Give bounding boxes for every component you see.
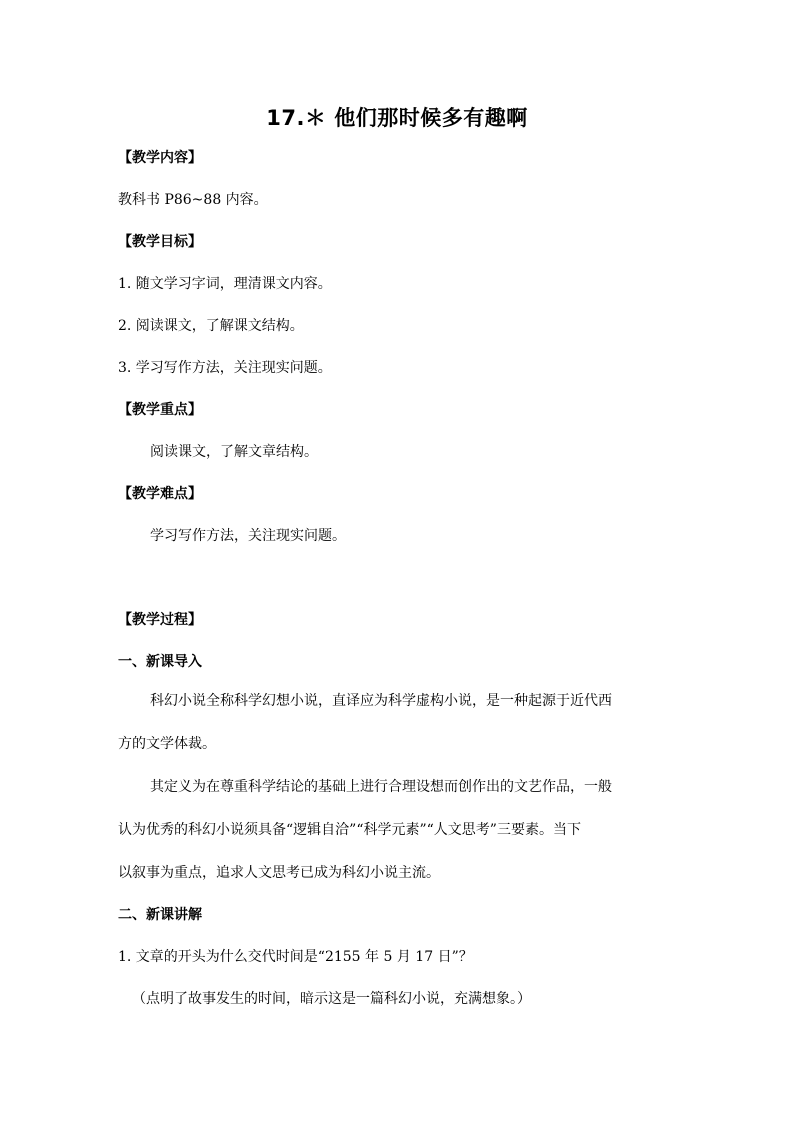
paragraph-intro-line-2: 方的文学体裁。: [118, 736, 216, 752]
paragraph-definition-line-1: 其定义为在尊重科学结论的基础上进行合理设想而创作出的文艺作品，一般: [150, 779, 612, 795]
paragraph-content: 教科书 P86~88 内容。: [118, 192, 268, 208]
paragraph-intro-line-1: 科幻小说全称科学幻想小说，直译应为科学虚构小说，是一种起源于近代西: [150, 693, 612, 709]
document-title: 17.＊ 他们那时候多有趣啊: [266, 106, 528, 130]
paragraph-key-points: 阅读课文，了解文章结构。: [150, 444, 318, 460]
paragraph-definition-line-3: 以叙事为重点，追求人文思考已成为科幻小说主流。: [118, 865, 440, 881]
question-item-1: 1. 文章的开头为什么交代时间是“2155 年 5 月 17 日”？: [118, 949, 473, 965]
paragraph-difficulties: 学习写作方法，关注现实问题。: [150, 528, 346, 544]
paragraph-definition-line-2: 认为优秀的科幻小说须具备“逻辑自洽”“科学元素”“人文思考”三要素。当下: [118, 822, 581, 838]
section-heading-process: 【教学过程】: [118, 612, 202, 628]
goal-item-2: 2. 阅读课文，了解课文结构。: [118, 318, 304, 334]
section-heading-goals: 【教学目标】: [118, 234, 202, 250]
answer-item-1: （点明了故事发生的时间，暗示这是一篇科幻小说，充满想象。）: [132, 991, 531, 1007]
section-heading-content: 【教学内容】: [118, 150, 202, 166]
section-heading-difficulties: 【教学难点】: [118, 486, 202, 502]
subsection-heading-lecture: 二、新课讲解: [118, 907, 202, 923]
section-heading-key-points: 【教学重点】: [118, 402, 202, 418]
goal-item-3: 3. 学习写作方法，关注现实问题。: [118, 360, 332, 376]
subsection-heading-intro: 一、新课导入: [118, 654, 202, 670]
goal-item-1: 1. 随文学习字词，理清课文内容。: [118, 276, 332, 292]
